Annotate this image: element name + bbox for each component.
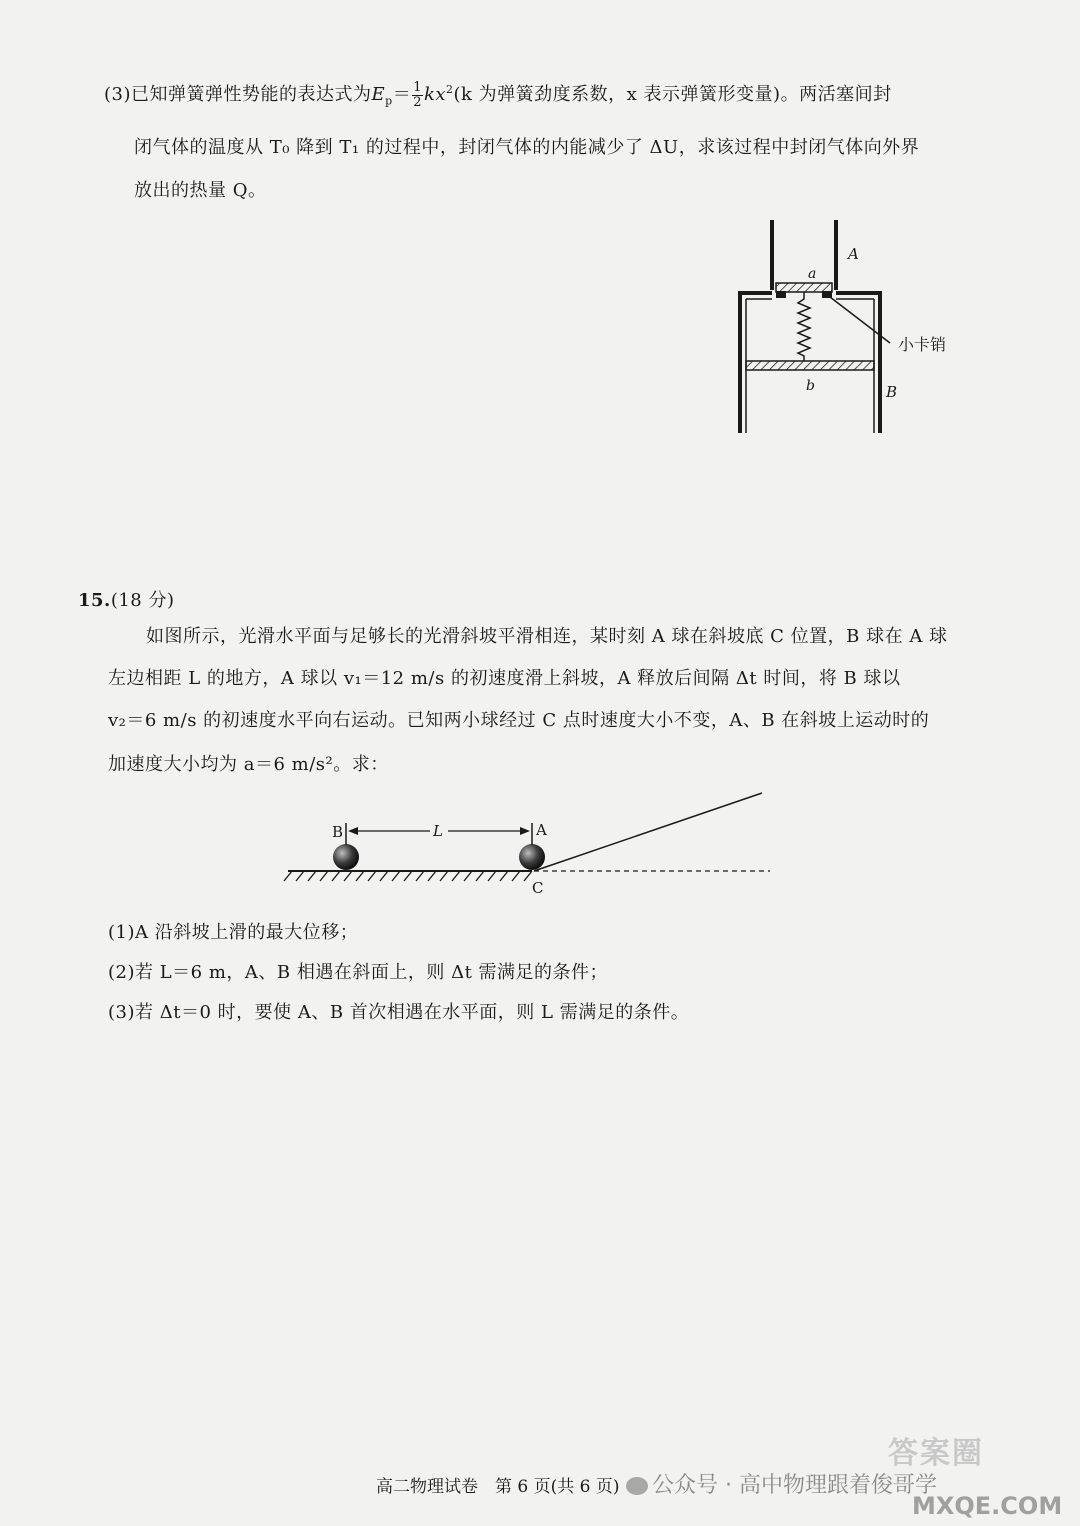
q15-sub3: (3)若 Δt＝0 时，要使 A、B 首次相遇在水平面，则 L 需满足的条件。 <box>108 1002 690 1023</box>
piston-b <box>746 361 874 370</box>
ground-hatching <box>284 871 532 881</box>
q14-part3-line2: 闭气体的温度从 T₀ 降到 T₁ 的过程中，封闭气体的内能减少了 ΔU，求该过程中封闭气体向外界 <box>134 137 920 158</box>
q14-part3-line3: 放出的热量 Q。 <box>134 180 267 201</box>
watermark-logo: 答案圈 <box>888 1436 984 1471</box>
balls-slope-figure <box>280 785 780 905</box>
slope-line <box>534 793 762 871</box>
q15-sub1: (1)A 沿斜坡上滑的最大位移； <box>108 922 359 943</box>
ball-b <box>333 844 359 870</box>
ball-a <box>519 844 545 870</box>
q15-stem-line1: 如图所示，光滑水平面与足够长的光滑斜坡平滑相连，某时刻 A 球在斜坡底 C 位置，B 球在 A 球 <box>146 626 948 647</box>
label-C: C <box>532 879 544 897</box>
q15-stem-line3: v₂＝6 m/s 的初速度水平向右运动。已知两小球经过 C 点时速度大小不变，A、B 在斜坡上运动时的 <box>108 710 930 731</box>
label-B: B <box>332 823 344 841</box>
q15-stem-line2: 左边相距 L 的地方，A 球以 v₁＝12 m/s 的初速度滑上斜坡，A 释放后间隔 Δt 时间，将 B 球以 <box>108 668 901 689</box>
q15-sub2: (2)若 L＝6 m，A、B 相遇在斜面上，则 Δt 需满足的条件； <box>108 962 609 983</box>
label-B: B <box>886 383 898 401</box>
cylinder-piston-figure <box>720 215 980 445</box>
label-A: A <box>848 245 859 263</box>
question-number: 15. <box>78 590 111 611</box>
label-a: a <box>808 266 817 282</box>
pin-left <box>776 291 786 298</box>
label-L: L <box>433 822 443 840</box>
question-points: (18 分) <box>110 590 175 611</box>
label-A: A <box>536 821 547 839</box>
tube-a-walls <box>772 220 836 290</box>
q15-heading <box>78 586 175 612</box>
label-pin: 小卡销 <box>898 335 947 354</box>
page-footer: 高二物理试卷 第 6 页(共 6 页) <box>376 1477 620 1497</box>
q15-stem-line4: 加速度大小均为 a＝6 m/s²。求： <box>108 754 389 775</box>
wechat-icon <box>626 1477 648 1495</box>
label-b: b <box>806 378 815 394</box>
piston-a <box>776 283 832 292</box>
watermark-wechat: 公众号 · 高中物理跟着俊哥学 <box>626 1468 937 1499</box>
spring <box>798 292 810 361</box>
watermark-site: MXQE.COM <box>912 1492 1063 1520</box>
fraction-one-half: $\frac{1}{2}$ <box>413 79 422 110</box>
q14-part3-line1: (3)已知弹簧弹性势能的表达式为$E_p=$ $\frac{1}{2}$ $kx^2(k$ 为弹簧劲度系数，x 表示弹簧形变量)。两活塞间封 <box>104 79 892 110</box>
